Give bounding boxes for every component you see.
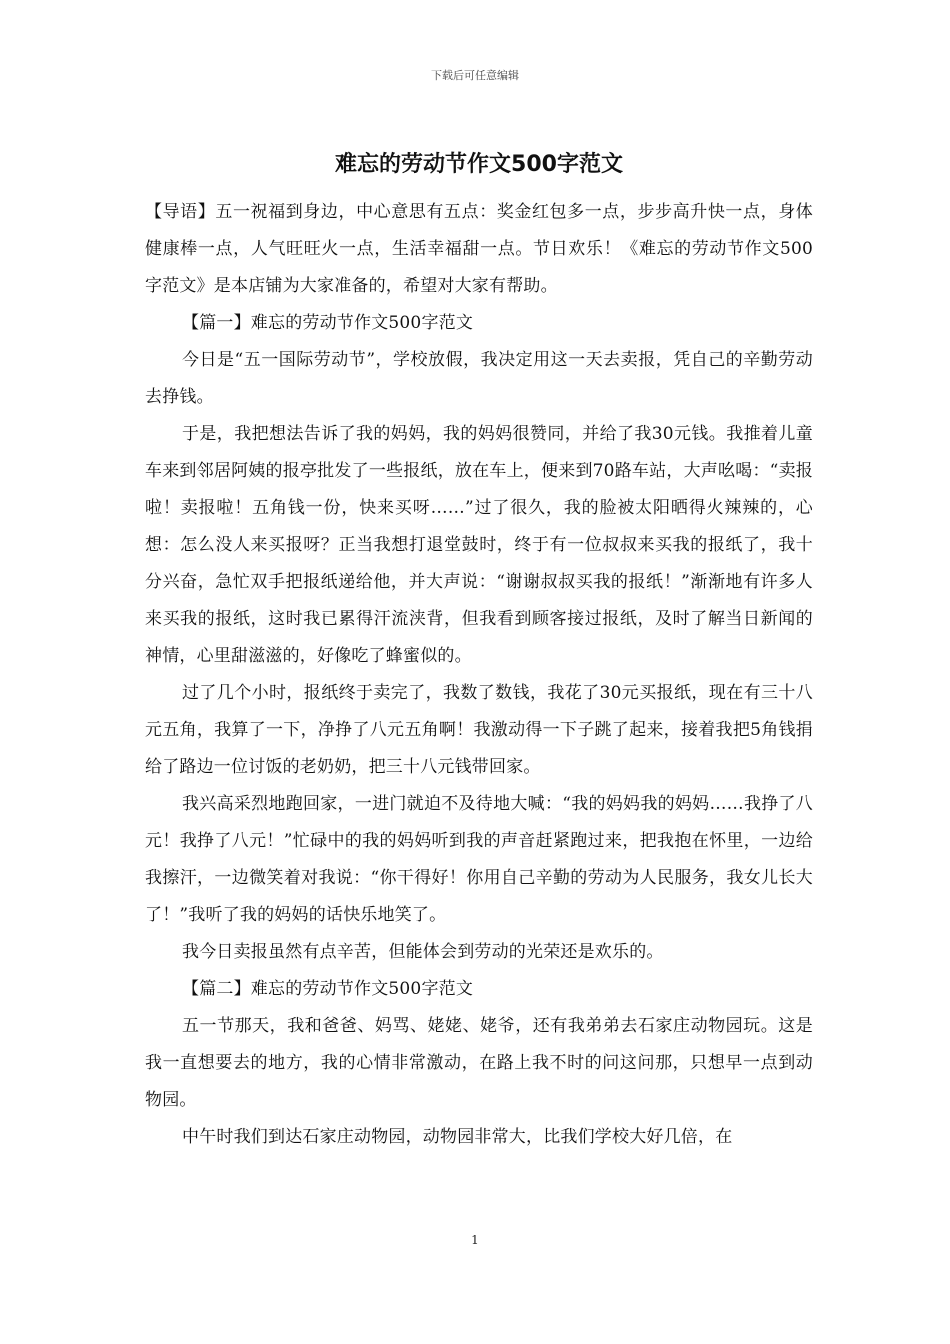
paragraph: 过了几个小时，报纸终于卖完了，我数了数钱，我花了30元买报纸，现在有三十八元五角，我算了一下，净挣了八元五角啊！我激动得一下子跳了起来，接着我把5角钱捐给了路边一位讨饭的老奶奶，把三十八元钱带回家。 xyxy=(145,683,813,777)
paragraph: 五一节那天，我和爸爸、妈骂、姥姥、姥爷，还有我弟弟去石家庄动物园玩。这是我一直想要去的地方，我的心情非常激动，在路上我不时的问这问那，只想早一点到动物园。 xyxy=(145,1016,813,1110)
section-heading-2: 【篇二】难忘的劳动节作文500字范文 xyxy=(182,979,474,999)
paragraph: 中午时我们到达石家庄动物园，动物园非常大，比我们学校大好几倍，在 xyxy=(182,1127,733,1147)
page-number: 1 xyxy=(471,1233,479,1247)
section-heading-1: 【篇一】难忘的劳动节作文500字范文 xyxy=(182,313,474,333)
document-body xyxy=(145,148,813,1156)
page-header: 下载后可任意编辑 xyxy=(431,69,519,82)
paragraph: 我兴高采烈地跑回家，一进门就迫不及待地大喊：“我的妈妈我的妈妈……我挣了八元！我挣了八元！”忙碌中的我的妈妈听到我的声音赶紧跑过来，把我抱在怀里，一边给我擦汗，一边微笑着对我说：“你干得好！你用自己辛勤的劳动为人民服务，我女儿长大了！”我听了我的妈妈的话快乐地笑了。 xyxy=(145,794,813,925)
intro-paragraph: 【导语】五一祝福到身边，中心意思有五点：奖金红包多一点，步步高升快一点，身体健康棒一点，人气旺旺火一点，生活幸福甜一点。节日欢乐！《难忘的劳动节作文500字范文》是本店铺为大家准备的，希望对大家有帮助。 xyxy=(145,202,813,296)
document-title: 难忘的劳动节作文500字范文 xyxy=(335,152,623,177)
paragraph: 今日是“五一国际劳动节”，学校放假，我决定用这一天去卖报，凭自己的辛勤劳动去挣钱。 xyxy=(145,350,813,407)
paragraph: 于是，我把想法告诉了我的妈妈，我的妈妈很赞同，并给了我30元钱。我推着儿童车来到邻居阿姨的报亭批发了一些报纸，放在车上，便来到70路车站，大声吆喝：“卖报啦！卖报啦！五角钱一份，快来买呀……”过了很久，我的脸被太阳晒得火辣辣的，心想：怎么没人来买报呀？正当我想打退堂鼓时，终于有一位叔叔来买我的报纸了，我十分兴奋，急忙双手把报纸递给他，并大声说：“谢谢叔叔买我的报纸！”渐渐地有许多人来买我的报纸，这时我已累得汗流浃背，但我看到顾客接过报纸，及时了解当日新闻的神情，心里甜滋滋的，好像吃了蜂蜜似的。 xyxy=(145,424,813,666)
paragraph: 我今日卖报虽然有点辛苦，但能体会到劳动的光荣还是欢乐的。 xyxy=(182,942,664,962)
